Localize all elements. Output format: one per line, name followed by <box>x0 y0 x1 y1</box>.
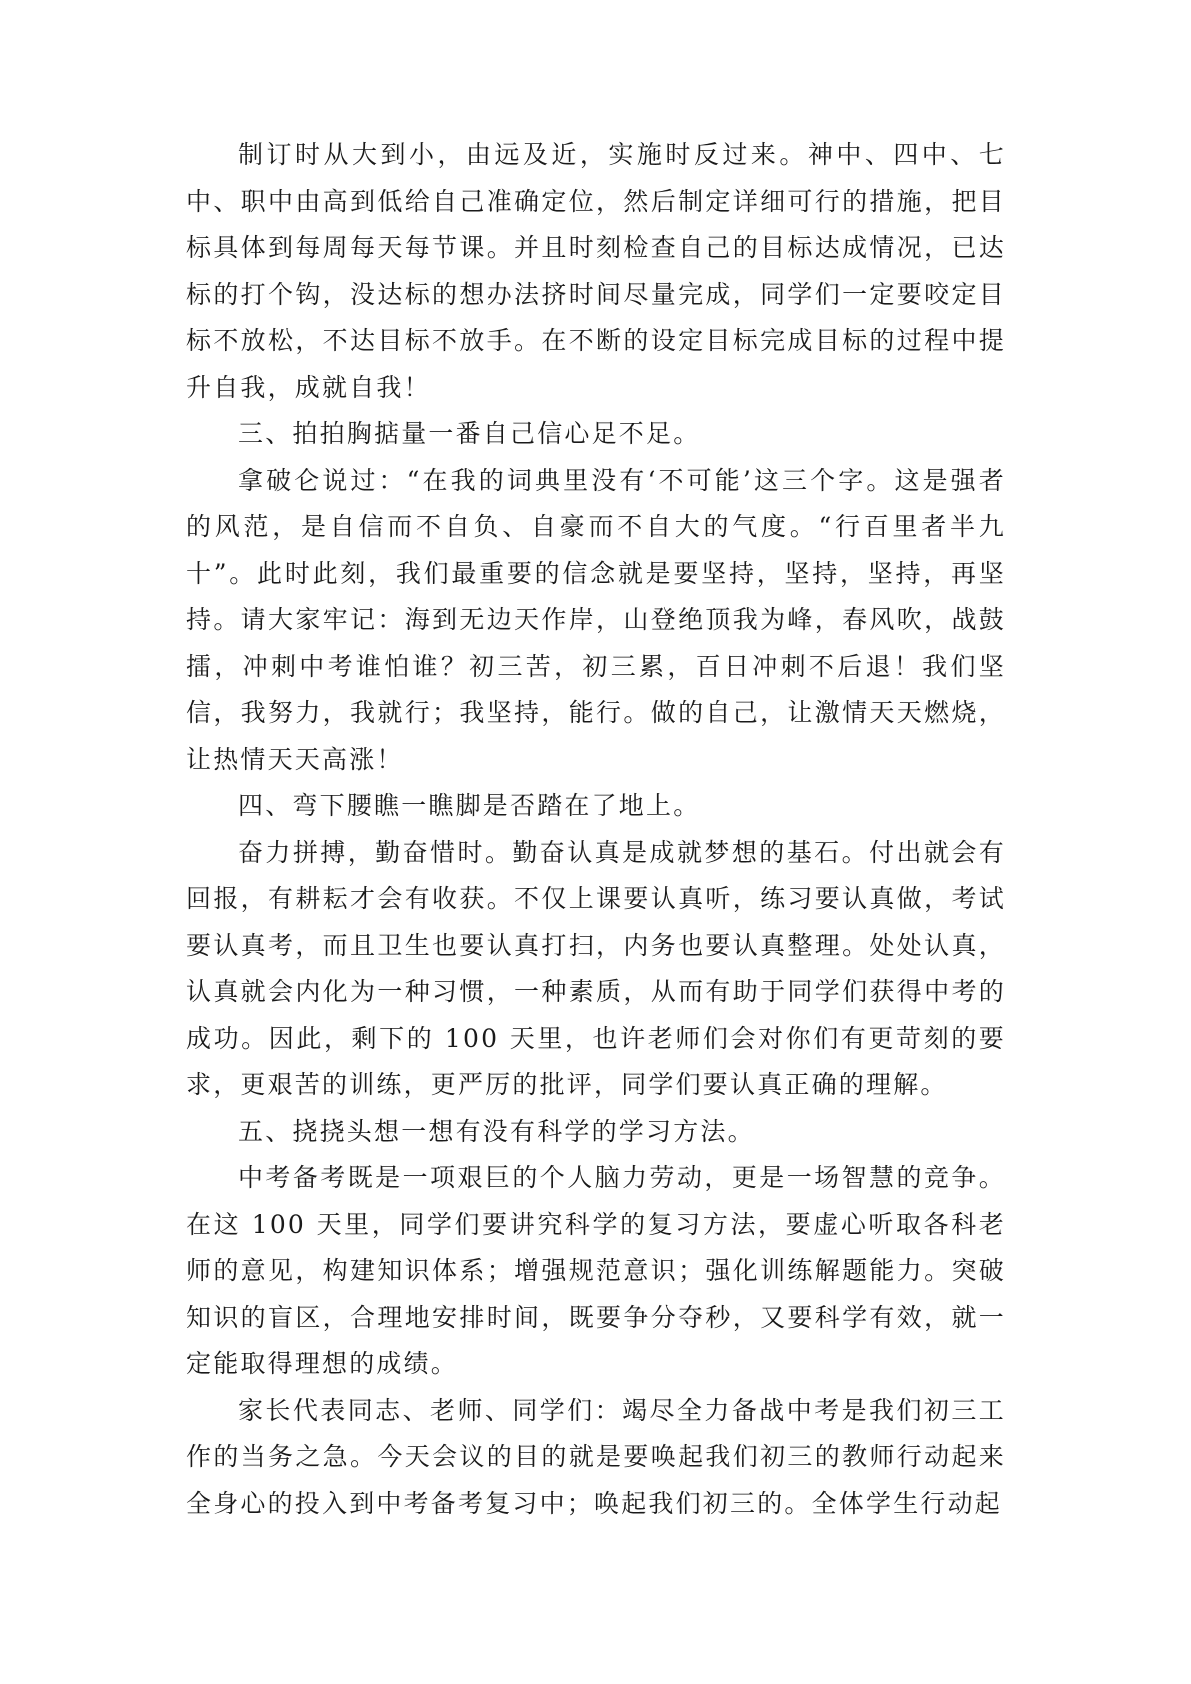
paragraph-study-method: 中考备考既是一项艰巨的个人脑力劳动，更是一场智慧的竞争。在这 100 天里，同学们要讲究科学的复习方法，要虚心听取各科老师的意见，构建知识体系；增强规范意识；强化训练解题能力。突破知识的盲区，合理地安排时间，既要争分夺秒，又要科学有效，就一定能取得理想的成绩。 <box>186 1163 1006 1378</box>
paragraph-diligence: 奋力拼搏，勤奋惜时。勤奋认真是成就梦想的基石。付出就会有回报，有耕耘才会有收获。不仅上课要认真听，练习要认真做，考试要认真考，而且卫生也要认真打扫，内务也要认真整理。处处认真，认真就会内化为一种习惯，一种素质，从而有助于同学们获得中考的成功。因此，剩下的 100 天里，也许老师们会对你们有更苛刻的要求，更艰苦的训练，更严厉的批评，同学们要认真正确的理解。 <box>186 837 1006 1099</box>
document-body <box>186 132 1006 1527</box>
section-heading-grounded: 四、弯下腰瞧一瞧脚是否踏在了地上。 <box>238 791 701 820</box>
paragraph-confidence: 拿破仑说过：“在我的词典里没有‘不可能’这三个字。这是强者的风范，是自信而不自负、自豪而不自大的气度。“行百里者半九十”。此时此刻，我们最重要的信念就是要坚持，坚持，坚持，再坚持。请大家牢记：海到无边天作岸，山登绝顶我为峰，春风吹，战鼓擂，冲刺中考谁怕谁？初三苦，初三累，百日冲刺不后退！我们坚信，我努力，我就行；我坚持，能行。做的自己，让激情天天燃烧，让热情天天高涨！ <box>186 465 1006 774</box>
paragraph-goal-setting: 制订时从大到小，由远及近，实施时反过来。神中、四中、七中、职中由高到低给自己准确定位，然后制定详细可行的措施，把目标具体到每周每天每节课。并且时刻检查自己的目标达成情况，已达标的打个钩，没达标的想办法挤时间尽量完成，同学们一定要咬定目标不放松，不达目标不放手。在不断的设定目标完成目标的过程中提升自我，成就自我！ <box>186 140 1006 402</box>
paragraph-address: 家长代表同志、老师、同学们：竭尽全力备战中考是我们初三工作的当务之急。今天会议的目的就是要唤起我们初三的教师行动起来全身心的投入到中考备考复习中；唤起我们初三的。全体学生行动起 <box>186 1395 1006 1518</box>
section-heading-study-method: 五、挠挠头想一想有没有科学的学习方法。 <box>238 1116 755 1146</box>
section-heading-confidence: 三、拍拍胸掂量一番自己信心足不足。 <box>238 419 701 448</box>
